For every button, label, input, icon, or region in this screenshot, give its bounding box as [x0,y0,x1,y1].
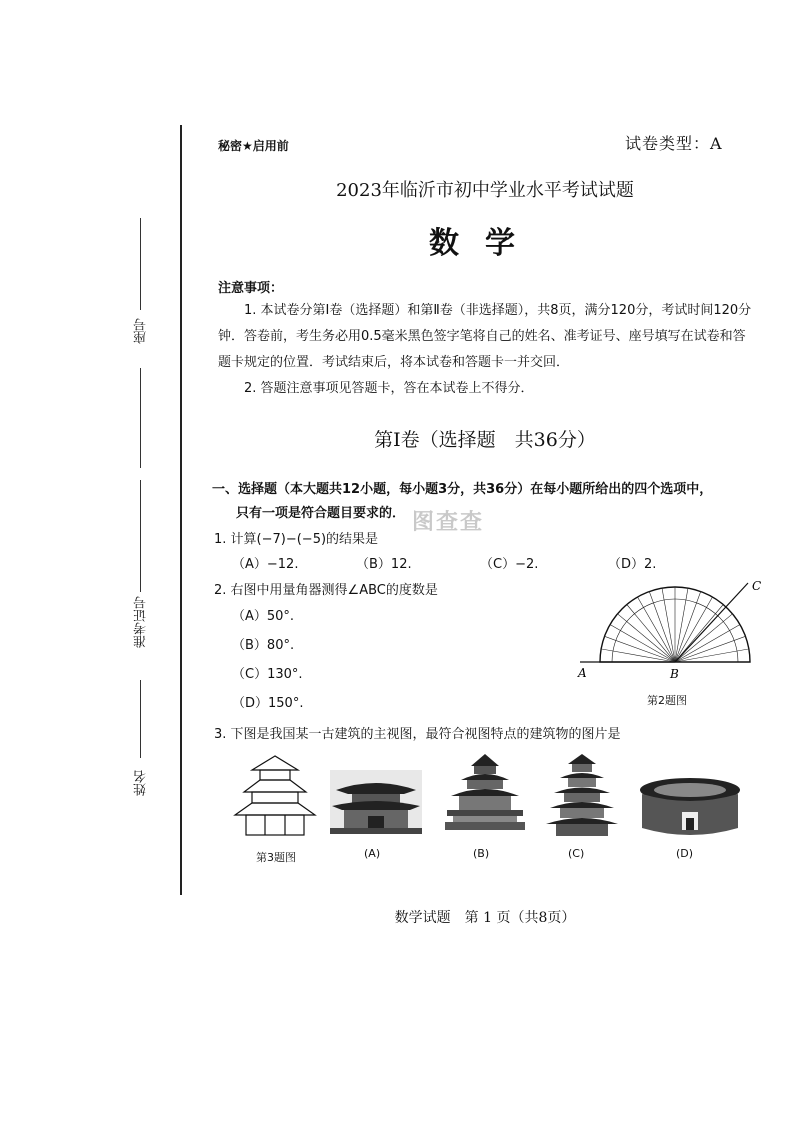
q3-option-c: (C) [568,847,585,860]
q1-option-b: （B）12. [356,557,412,572]
q3-building-c [544,752,620,838]
q3-stem: 3. 下图是我国某一古建筑的主视图，最符合视图特点的建筑物的图片是 [214,727,621,742]
ticket-no-label: 准考证号 [134,596,149,648]
watermark: 图查查 [412,510,485,535]
q2-option-b: （B）80°. [232,638,295,653]
q2-option-a: （A）50°. [232,609,295,624]
seat-no-lower-line [140,368,141,468]
binding-line [180,125,182,895]
ticket-no-blank[interactable] [140,480,141,592]
subject-title: 数学 [429,226,541,261]
q1-option-d: （D）2. [608,557,657,572]
q3-building-d [638,776,742,838]
secret-label: 秘密★启用前 [218,139,289,153]
q2-option-c: （C）130°. [232,667,303,682]
name-label: 姓名 [134,770,149,796]
q3-option-b: (B) [473,847,490,860]
q3-building-b [443,752,527,836]
q3-option-a: (A) [364,847,381,860]
point-b-label: B [670,667,679,681]
q2-stem: 2. 右图中用量角器测得∠ABC的度数是 [214,583,438,598]
seat-no-label: 座号 [134,318,149,344]
page-footer: 数学试题 第 1 页（共8页） [394,910,576,926]
q1-option-a: （A）−12. [232,557,299,572]
point-a-label: A [578,666,587,680]
section-instruction-2: 只有一项是符合题目要求的． [236,506,406,521]
section-instruction-1: 一、选择题（本大题共12小题，每小题3分，共36分）在每小题所给出的四个选项中， [212,482,713,497]
q3-main-view [232,752,318,838]
protractor-figure [570,575,770,685]
q2-option-d: （D）150°. [232,696,304,711]
ticket-no-lower-line [140,680,141,758]
notice-item-1: 1. 本试卷分第Ⅰ卷（选择题）和第Ⅱ卷（非选择题），共8页，满分120分，考试时间120分钟．答卷前，考生务必用0.5毫米黑色签字笔将自己的姓名、准考证号、座号填写在试卷和答题卡规定的位置．考试结束后，将本试卷和答题卡一并交回． [218,303,752,370]
q1-option-c: （C）−2. [480,557,539,572]
point-c-label: C [752,579,762,593]
q2-figure-caption: 第2题图 [647,694,687,707]
q3-figure-caption: 第3题图 [256,851,296,864]
paper-type: 试卷类型：A [625,134,723,153]
notice-item-2: 2. 答题注意事项见答题卡，答在本试卷上不得分． [244,381,534,396]
exam-title: 2023年临沂市初中学业水平考试试题 [336,180,634,201]
protractor-ticks [602,587,749,662]
q1-stem: 1. 计算(−7)−(−5)的结果是 [214,532,379,547]
q3-option-d: (D) [676,847,694,860]
q3-building-a [330,770,422,834]
seat-no-blank[interactable] [140,218,141,310]
notice-heading: 注意事项： [218,281,284,296]
section-title: 第Ⅰ卷（选择题 共36分） [374,429,596,451]
